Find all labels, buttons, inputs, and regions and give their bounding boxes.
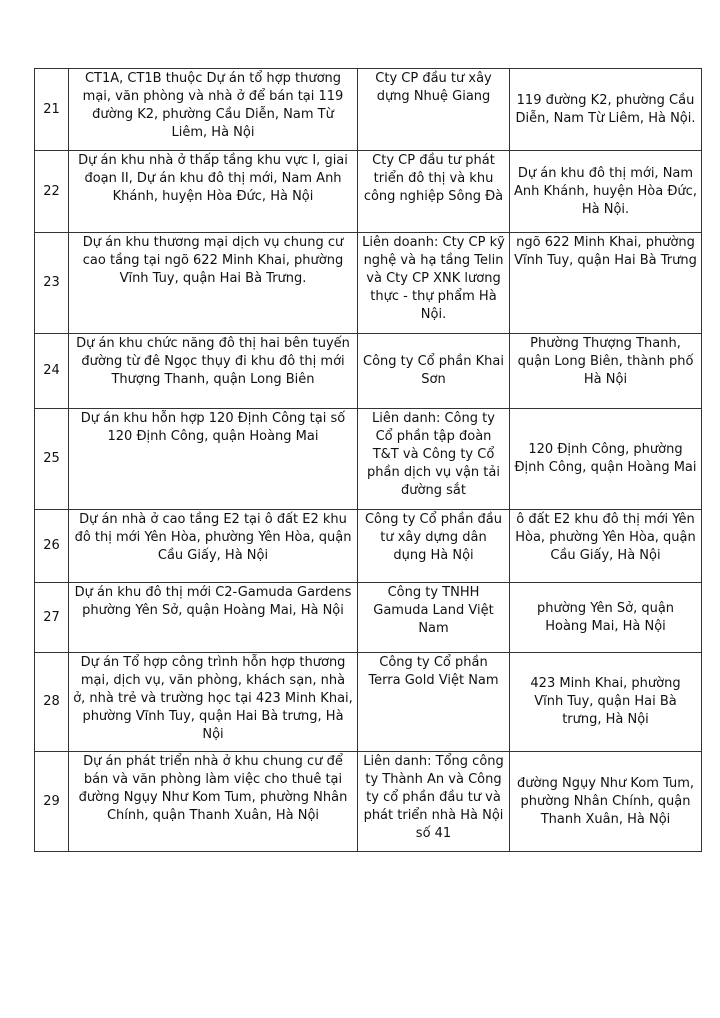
table-row	[35, 151, 702, 233]
row-number: 22	[35, 151, 69, 233]
row-number: 21	[35, 69, 69, 151]
project-name: Dự án khu hỗn hợp 120 Định Công tại số 120 Định Công, quận Hoàng Mai	[69, 409, 358, 510]
table-row	[35, 510, 702, 583]
investor-name: Cty CP đầu tư xây dựng Nhuệ Giang	[358, 69, 510, 151]
project-location: phường Yên Sở, quận Hoàng Mai, Hà Nội	[510, 583, 702, 653]
table-row	[35, 233, 702, 334]
row-number: 28	[35, 653, 69, 752]
row-number: 26	[35, 510, 69, 583]
project-name: Dự án nhà ở cao tầng E2 tại ô đất E2 khu đô thị mới Yên Hòa, phường Yên Hòa, quận Cầu Giấy, Hà Nội	[69, 510, 358, 583]
investor-name: Liên danh: Công ty Cổ phần tập đoàn T&T và Công ty Cổ phần dịch vụ vận tải đường sắt	[358, 409, 510, 510]
investor-name: Công ty TNHH Gamuda Land Việt Nam	[358, 583, 510, 653]
table-row	[35, 583, 702, 653]
project-name: Dự án phát triển nhà ở khu chung cư để bán và văn phòng làm việc cho thuê tại đường Ngụy Như Kom Tum, phường Nhân Chính, quận Thanh Xuân, Hà Nội	[69, 752, 358, 852]
row-number: 23	[35, 233, 69, 334]
row-number: 27	[35, 583, 69, 653]
investor-name: Công ty Cổ phần đầu tư xây dựng dân dụng Hà Nội	[358, 510, 510, 583]
project-name: Dự án khu chức năng đô thị hai bên tuyến đường từ đê Ngọc thụy đi khu đô thị mới Thượng Thanh, quận Long Biên	[69, 334, 358, 409]
project-location: Phường Thượng Thanh, quận Long Biên, thành phố Hà Nội	[510, 334, 702, 409]
table-row	[35, 69, 702, 151]
project-name: Dự án khu thương mại dịch vụ chung cư cao tầng tại ngõ 622 Minh Khai, phường Vĩnh Tuy, quận Hai Bà Trưng.	[69, 233, 358, 334]
project-location: ô đất E2 khu đô thị mới Yên Hòa, phường Yên Hòa, quận Cầu Giấy, Hà Nội	[510, 510, 702, 583]
project-location: 423 Minh Khai, phường Vĩnh Tuy, quận Hai Bà trưng, Hà Nội	[510, 653, 702, 752]
table-row	[35, 334, 702, 409]
project-location: đường Ngụy Như Kom Tum, phường Nhân Chính, quận Thanh Xuân, Hà Nội	[510, 752, 702, 852]
investor-name: Liên danh: Tổng công ty Thành An và Công ty cổ phần đầu tư và phát triển nhà Hà Nội số 41	[358, 752, 510, 852]
table-row	[35, 409, 702, 510]
project-location: ngõ 622 Minh Khai, phường Vĩnh Tuy, quận Hai Bà Trưng	[510, 233, 702, 334]
project-name: Dự án Tổ hợp công trình hỗn hợp thương mại, dịch vụ, văn phòng, khách sạn, nhà ở, nhà trẻ và trường học tại 423 Minh Khai, phường Vĩnh Tuy, quận Hai Bà trưng, Hà Nội	[69, 653, 358, 752]
row-number: 29	[35, 752, 69, 852]
table-row	[35, 752, 702, 852]
project-name: CT1A, CT1B thuộc Dự án tổ hợp thương mại, văn phòng và nhà ở để bán tại 119 đường K2, phường Cầu Diễn, Nam Từ Liêm, Hà Nội	[69, 69, 358, 151]
table-row	[35, 653, 702, 752]
investor-name: Công ty Cổ phần Terra Gold Việt Nam	[358, 653, 510, 752]
investor-name: Công ty Cổ phần Khai Sơn	[358, 334, 510, 409]
investor-name: Liên doanh: Cty CP kỹ nghệ và hạ tầng Telin và Cty CP XNK lương thực - thự phẩm Hà Nội.	[358, 233, 510, 334]
row-number: 25	[35, 409, 69, 510]
project-name: Dự án khu đô thị mới C2-Gamuda Gardens phường Yên Sở, quận Hoàng Mai, Hà Nội	[69, 583, 358, 653]
row-number: 24	[35, 334, 69, 409]
projects-table	[34, 68, 702, 852]
project-location: 120 Định Công, phường Định Công, quận Hoàng Mai	[510, 409, 702, 510]
project-name: Dự án khu nhà ở thấp tầng khu vực I, giai đoạn II, Dự án khu đô thị mới, Nam Anh Khánh, huyện Hòa Đức, Hà Nội	[69, 151, 358, 233]
project-location: 119 đường K2, phường Cầu Diễn, Nam Từ Liêm, Hà Nội.	[510, 69, 702, 151]
investor-name: Cty CP đầu tư phát triển đô thị và khu công nghiệp Sông Đà	[358, 151, 510, 233]
project-location: Dự án khu đô thị mới, Nam Anh Khánh, huyện Hòa Đức, Hà Nội.	[510, 151, 702, 233]
